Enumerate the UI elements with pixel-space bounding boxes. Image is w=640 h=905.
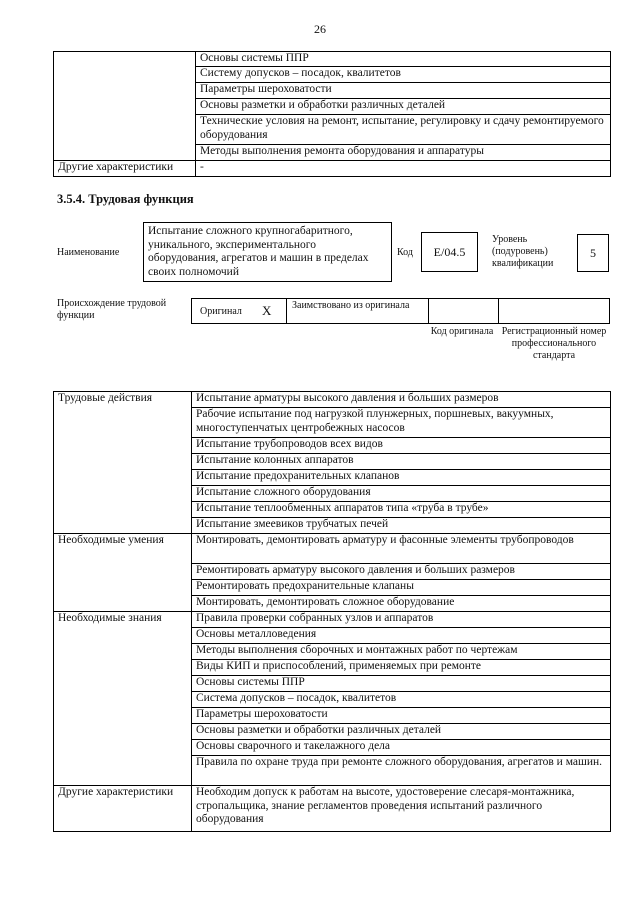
top-knowledge-table [53, 51, 611, 177]
table-row: Монтировать, демонтировать сложное оборудование [192, 596, 611, 612]
table-row: Испытание змеевиков трубчатых печей [192, 518, 611, 534]
table-row: Монтировать, демонтировать арматуру и фасонные элементы трубопроводов [192, 534, 611, 564]
other-characteristics-value: - [196, 161, 611, 177]
table-row: Испытание трубопроводов всех видов [192, 438, 611, 454]
table-row: Методы выполнения сборочных и монтажных работ по чертежам [192, 644, 611, 660]
reg-number-caption: Регистрационный номер профессионального стандарта [501, 326, 607, 361]
table-row: Правила проверки собранных узлов и аппаратов [192, 612, 611, 628]
name-label: Наименование [57, 247, 120, 258]
table-row: Параметры шероховатости [192, 708, 611, 724]
table-row: Испытание арматуры высокого давления и больших размеров [192, 392, 611, 408]
table-row: Виды КИП и приспособлений, применяемых при ремонте [192, 660, 611, 676]
divider [428, 299, 429, 323]
table-row: Система допусков – посадок, квалитетов [192, 692, 611, 708]
table-row: Основы системы ППР [192, 676, 611, 692]
other-characteristics-label: Другие характеристики [54, 786, 192, 832]
divider [286, 299, 287, 323]
function-name-box: Испытание сложного крупногабаритного, уникального, экспериментального оборудования, агрегатов и машин в пределах своих полномочий [143, 222, 392, 282]
top-table-label-cell [54, 52, 196, 161]
table-row: Основы системы ППР [196, 52, 611, 67]
original-label: Оригинал [200, 306, 242, 317]
divider [498, 299, 499, 323]
section-title: 3.5.4. Трудовая функция [57, 192, 194, 206]
function-code-box: E/04.5 [421, 232, 478, 272]
table-row: Технические условия на ремонт, испытание, регулировку и сдачу ремонтируемого оборудования [196, 115, 611, 145]
level-label: Уровень (подуровень) квалификации [492, 234, 554, 269]
borrowed-label: Заимствовано из оригинала [292, 300, 410, 311]
table-row: Испытание колонных аппаратов [192, 454, 611, 470]
table-row: Основы металловедения [192, 628, 611, 644]
origin-box [191, 298, 610, 324]
original-mark: X [262, 303, 272, 318]
code-original-caption: Код оригинала [430, 326, 494, 337]
page-number: 26 [314, 22, 326, 36]
origin-label: Происхождение трудовой функции [57, 298, 167, 321]
table-row: Методы выполнения ремонта оборудования и аппаратуры [196, 145, 611, 161]
table-row: Основы разметки и обработки различных деталей [192, 724, 611, 740]
table-row: Параметры шероховатости [196, 83, 611, 99]
required-knowledge-label: Необходимые знания [54, 612, 192, 786]
labor-actions-label: Трудовые действия [54, 392, 192, 534]
table-row: Систему допусков – посадок, квалитетов [196, 67, 611, 83]
other-characteristics-label: Другие характеристики [54, 161, 196, 177]
required-skills-label: Необходимые умения [54, 534, 192, 612]
table-row: Рабочие испытание под нагрузкой плунжерных, поршневых, вакуумных, многоступенчатых центробежных насосов [192, 408, 611, 438]
level-box: 5 [577, 234, 609, 272]
table-row: Основы разметки и обработки различных деталей [196, 99, 611, 115]
table-row: Необходим допуск к работам на высоте, удостоверение слесаря-монтажника, стропальщика, знание регламентов проведения испытаний различного оборудования [192, 786, 611, 832]
table-row: Испытание предохранительных клапанов [192, 470, 611, 486]
code-label: Код [397, 247, 413, 258]
table-row: Правила по охране труда при ремонте сложного оборудования, агрегатов и машин. [192, 756, 611, 786]
table-row: Испытание теплообменных аппаратов типа «труба в трубе» [192, 502, 611, 518]
table-row: Основы сварочного и такелажного дела [192, 740, 611, 756]
main-function-table [53, 391, 611, 832]
table-row: Испытание сложного оборудования [192, 486, 611, 502]
table-row: Ремонтировать предохранительные клапаны [192, 580, 611, 596]
table-row: Ремонтировать арматуру высокого давления и больших размеров [192, 564, 611, 580]
